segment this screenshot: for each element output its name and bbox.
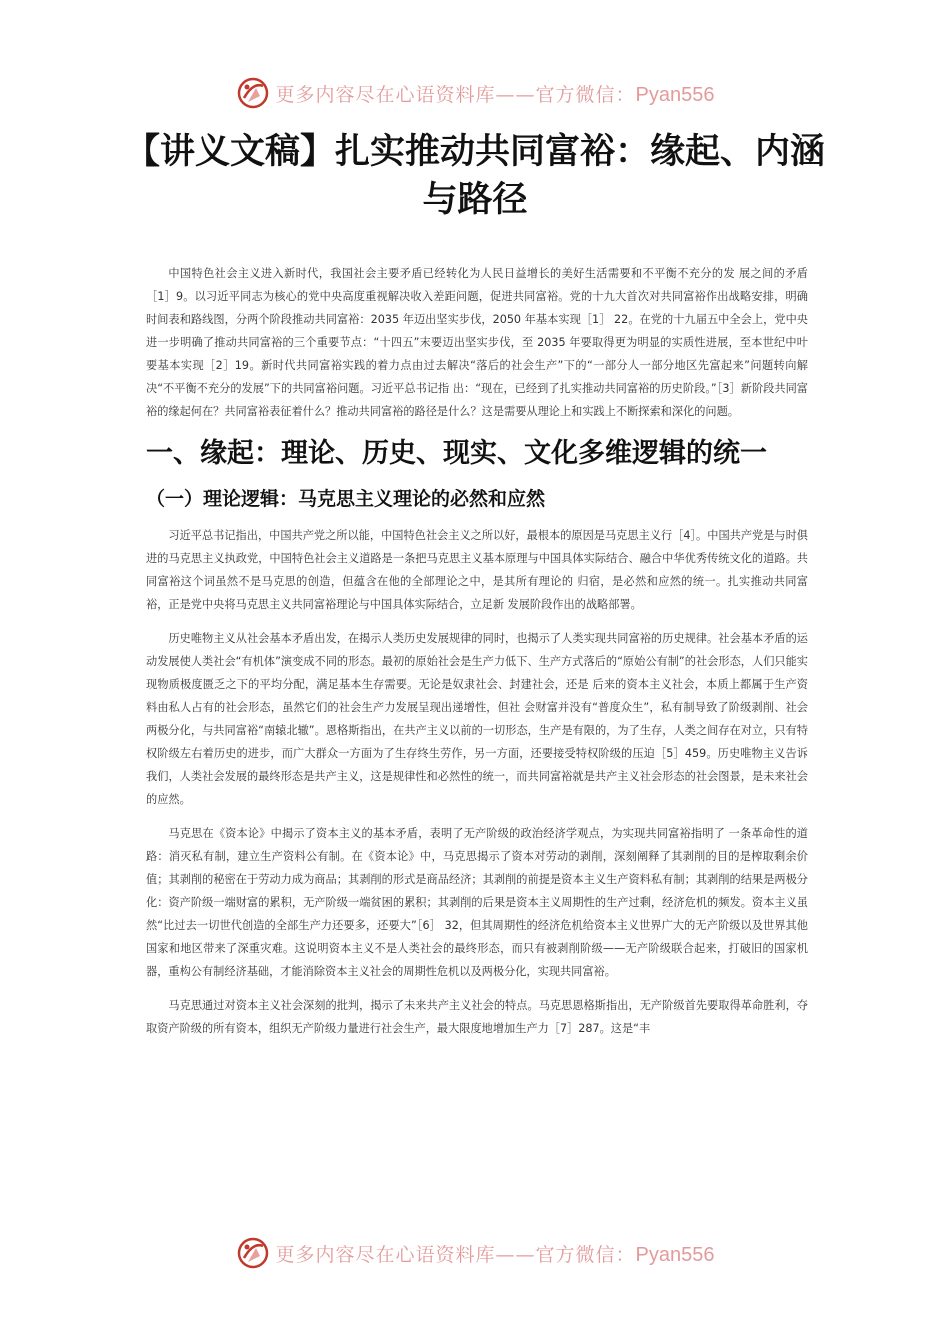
document-body — [146, 262, 808, 1051]
subsection-heading: （一）理论逻辑：马克思主义理论的必然和应然 — [146, 488, 546, 510]
footer-banner — [0, 1231, 950, 1275]
body-paragraph: 马克思在《资本论》中揭示了资本主义的基本矛盾，表明了无产阶级的政治经济学观点，为实现共同富裕指明了 一条革命性的道路：消灭私有制，建立生产资料公有制。在《资本论》中，马克思揭示了资本对劳动的剥削，深刻阐释了其剥削的目的是榨取剩余价值；其剥削的秘密在于劳动力成为商品；其剥削的形式是商品经济；其剥削的前提是资本主义生产资料私有制；其剥削的结果是两极分化：资产阶级一端财富的累积，无产阶级一端贫困的累积；其剥削的后果是资本主义周期性的生产过剩，经济危机的频发。资本主义虽然“比过去一切世代创造的全部生产力还要多，还要大”［6］ 32，但其周期性的经济危机给资本主义世界广大的无产阶级以及世界其他国家和地区带来了深重灾难。这说明资本主义不是人类社会的最终形态，而只有被剥削阶级——无产阶级联合起来，打破旧的国家机器，重构公有制经济基础，才能消除资本主义社会的周期性危机以及两极分化，实现共同富裕。 — [146, 827, 808, 978]
intro-paragraph: 中国特色社会主义进入新时代，我国社会主要矛盾已经转化为人民日益增长的美好生活需要和不平衡不充分的发 展之间的矛盾［1］9。以习近平同志为核心的党中央高度重视解决收入差距问题，促进共同富裕。党的十九大首次对共同富裕作出战略安排，明确时间表和路线图，分两个阶段推动共同富裕：2035 年迈出坚实步伐，2050 年基本实现［1］ 22。在党的十九届五中全会上，党中央进一步明确了推动共同富裕的三个重要节点：“十四五”末要迈出坚实步伐，至 2035 年要取得更为明显的实质性进展，至本世纪中叶要基本实现［2］19。新时代共同富裕实践的着力点由过去解决“落后的社会生产”下的“一部分人一部分地区先富起来”问题转向解决“不平衡不充分的发展”下的共同富裕问题。习近平总书记指 出：“现在，已经到了扎实推动共同富裕的历史阶段。”［3］新阶段共同富裕的缘起何在？共同富裕表征着什么？推动共同富裕的路径是什么？这是需要从理论上和实践上不断探索和深化的问题。 — [146, 267, 808, 418]
header-banner — [0, 71, 950, 115]
banner-text: 更多内容尽在心语资料库——官方微信：Pyan556 — [275, 1243, 715, 1266]
wechat-id: Pyan556 — [635, 83, 715, 106]
section-heading: 一、缘起：理论、历史、现实、文化多维逻辑的统一 — [146, 438, 767, 469]
library-logo-icon — [236, 76, 270, 110]
body-paragraph: 马克思通过对资本主义社会深刻的批判，揭示了未来共产主义社会的特点。马克思恩格斯指出，无产阶级首先要取得革命胜利，夺取资产阶级的所有资本，组织无产阶级力量进行社会生产，最大限度地增加生产力［7］287。这是“丰 — [146, 999, 808, 1035]
body-paragraph: 历史唯物主义从社会基本矛盾出发，在揭示人类历史发展规律的同时，也揭示了人类实现共同富裕的历史规律。社会基本矛盾的运动发展使人类社会“有机体”演变成不同的形态。最初的原始社会是生产力低下、生产方式落后的“原始公有制”的社会形态，人们只能实现物质极度匮乏之下的平均分配，满足基本生存需要。无论是奴隶社会、封建社会，还是 后来的资本主义社会，本质上都属于生产资料由私人占有的社会形态，虽然它们的社会生产力发展呈现出递增性，但社 会财富并没有“普度众生”，私有制导致了阶级剥削、社会两极分化，与共同富裕“南辕北辙”。恩格斯指出，在共产主义以前的一切形态，生产是有限的，为了生存，人类之间存在对立，只有特权阶级左右着历史的进步，而广大群众一方面为了生存终生劳作，另一方面，还要接受特权阶级的压迫［5］459。历史唯物主义告诉我们，人类社会发展的最终形态是共产主义，这是规律性和必然性的统一，而共同富裕就是共产主义社会形态的社会图景，是未来社会的应然。 — [146, 632, 808, 806]
library-logo-icon — [236, 1236, 270, 1270]
banner-text: 更多内容尽在心语资料库——官方微信：Pyan556 — [275, 83, 715, 106]
body-paragraph: 习近平总书记指出，中国共产党之所以能，中国特色社会主义之所以好，最根本的原因是马克思主义行［4］。中国共产党是与时俱进的马克思主义执政党，中国特色社会主义道路是一条把马克思主义基本原理与中国具体实际结合、融合中华优秀传统文化的道路。共同富裕这个词虽然不是马克思的创造，但蕴含在他的全部理论之中，是其所有理论的 归宿，是必然和应然的统一。扎实推动共同富裕，正是党中央将马克思主义共同富裕理论与中国具体实际结合，立足新 发展阶段作出的战略部署。 — [146, 529, 808, 611]
wechat-id: Pyan556 — [635, 1243, 715, 1266]
document-title: 【讲义文稿】扎实推动共同富裕：缘起、内涵与路径 — [124, 132, 825, 220]
